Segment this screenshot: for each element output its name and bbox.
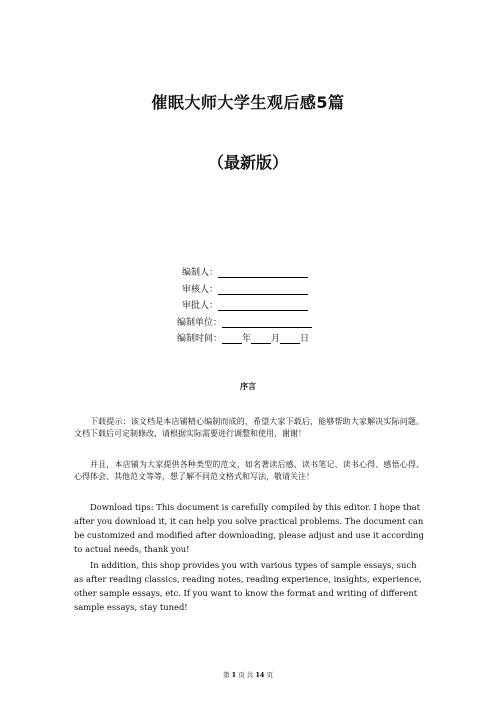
time-label: 编制时间： bbox=[177, 334, 223, 344]
footer-total-pages: 14 bbox=[255, 671, 265, 679]
footer-current-page: 1 bbox=[231, 671, 237, 679]
time-field bbox=[177, 334, 309, 344]
editor-blank-line bbox=[218, 268, 308, 278]
approver-field bbox=[182, 301, 308, 311]
day-blank-line bbox=[280, 334, 300, 344]
day-label: 日 bbox=[300, 334, 310, 344]
approver-blank-line bbox=[218, 301, 308, 311]
preface-paragraph-en-2: In addition, this shop provides you with various types of sample essays, such as after reading classics, reading notes, reading experience, insights, experience, other sample essays, etc. If you want to know the format and writing of different sample essays, stay tuned! bbox=[74, 560, 422, 612]
unit-label: 编制单位： bbox=[177, 318, 223, 328]
editor-label: 编制人： bbox=[182, 268, 219, 278]
preface-paragraph-cn-2: 并且，本店铺为大家提供各种类型的范文，如名著读后感、读书笔记、读书心得、感悟心得、心得体会、其他范文等等，想了解不同范文格式和写法，敬请关注！ bbox=[74, 460, 424, 482]
page-footer bbox=[0, 670, 496, 679]
year-label: 年 bbox=[242, 334, 252, 344]
approver-label: 审批人： bbox=[182, 301, 219, 311]
editor-field bbox=[182, 268, 308, 278]
preface-paragraph-cn-1: 下载提示：该文档是本店铺精心编制而成的，希望大家下载后，能够帮助大家解决实际问题。文档下载后可定制修改，请根据实际需要进行调整和使用，谢谢！ bbox=[74, 417, 424, 439]
month-label: 月 bbox=[271, 334, 281, 344]
year-blank-line bbox=[222, 334, 242, 344]
footer-suffix: 页 bbox=[266, 671, 273, 679]
footer-prefix: 第 bbox=[223, 671, 230, 679]
reviewer-field bbox=[182, 285, 308, 295]
page-subtitle: （最新版） bbox=[207, 153, 288, 172]
unit-blank-line bbox=[222, 318, 312, 328]
footer-middle: 页 共 bbox=[238, 671, 254, 679]
preface-heading: 序言 bbox=[240, 382, 256, 391]
month-blank-line bbox=[251, 334, 271, 344]
unit-field bbox=[177, 318, 312, 328]
page-title: 催眠大师大学生观后感5篇 bbox=[151, 93, 345, 112]
reviewer-label: 审核人： bbox=[182, 285, 219, 295]
preface-paragraph-en-1: Download tips: This document is carefully compiled by this editor. I hope that after you download it, it can help you solve practical problems. The document can be customized and modified after downloading, please adjust and use it according to actual needs, thank you! bbox=[74, 502, 424, 554]
reviewer-blank-line bbox=[218, 285, 308, 295]
